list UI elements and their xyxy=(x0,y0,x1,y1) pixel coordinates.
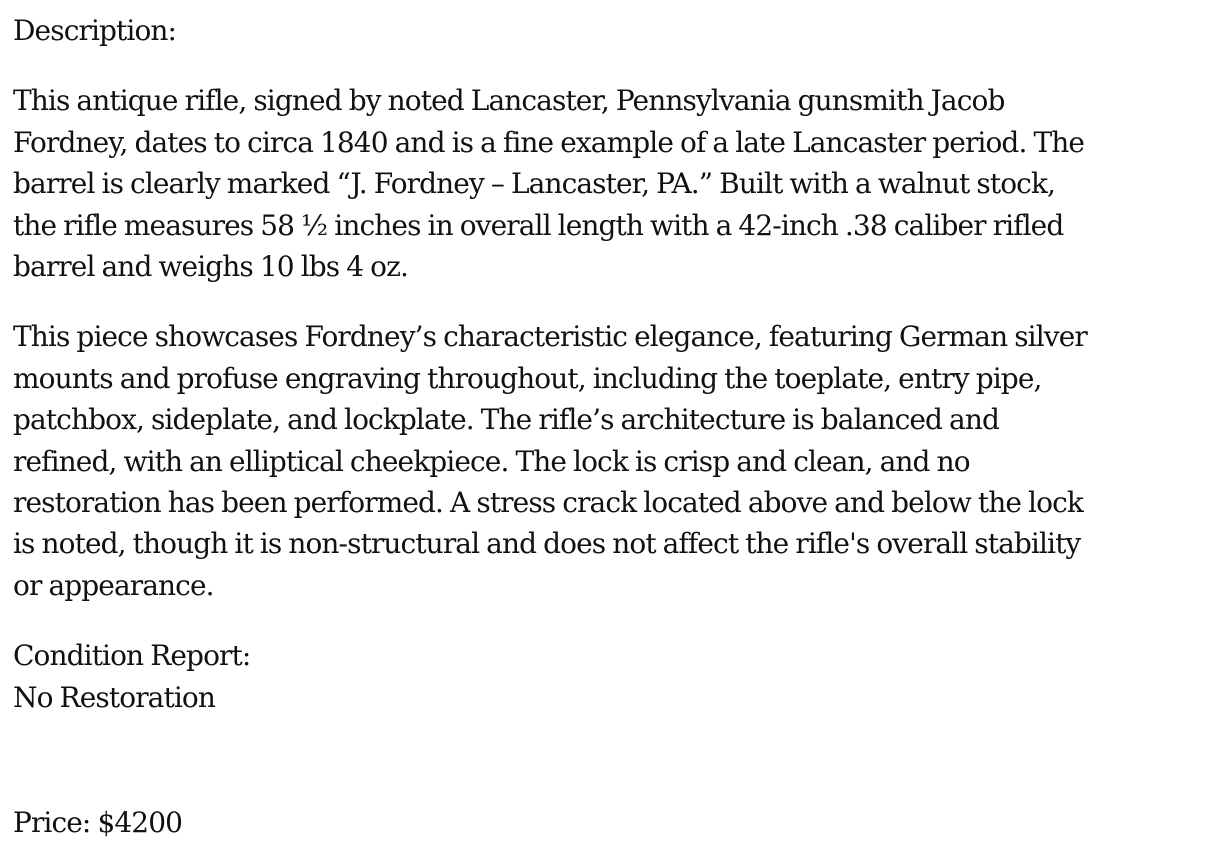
paragraph-2-line-1: This piece showcases Fordney’s characteristic elegance, featuring German silver xyxy=(13,320,1087,354)
paragraph-1-line-5: barrel and weighs 10 lbs 4 oz. xyxy=(13,250,408,284)
paragraph-2-line-6: is noted, though it is non-structural and does not affect the rifle's overall stability xyxy=(13,527,1081,561)
paragraph-2-line-2: mounts and profuse engraving throughout, including the toeplate, entry pipe, xyxy=(13,361,1042,395)
condition-report xyxy=(13,635,1148,718)
paragraph-2-line-7: or appearance. xyxy=(13,568,214,602)
paragraph-2-line-4: refined, with an elliptical cheekpiece. The lock is crisp and clean, and no xyxy=(13,444,970,478)
condition-report-value: No Restoration xyxy=(13,680,215,714)
price-text: Price: $4200 xyxy=(13,806,183,840)
condition-report-label: Condition Report: xyxy=(13,639,251,673)
paragraph-1-line-4: the rifle measures 58 ½ inches in overall length with a 42-inch .38 caliber rifled xyxy=(13,208,1064,242)
description-paragraph-1 xyxy=(13,80,1148,287)
listing-content xyxy=(13,10,1148,844)
paragraph-1-line-2: Fordney, dates to circa 1840 and is a fine example of a late Lancaster period. The xyxy=(13,125,1085,159)
description-heading xyxy=(13,10,1148,51)
paragraph-1-line-3: barrel is clearly marked “J. Fordney – Lancaster, PA.” Built with a walnut stock, xyxy=(13,167,1056,201)
price xyxy=(13,802,1148,843)
paragraph-2-line-3: patchbox, sideplate, and lockplate. The rifle’s architecture is balanced and xyxy=(13,403,999,437)
paragraph-1-line-1: This antique rifle, signed by noted Lancaster, Pennsylvania gunsmith Jacob xyxy=(13,84,1005,118)
paragraph-2-line-5: restoration has been performed. A stress crack located above and below the lock xyxy=(13,486,1083,520)
description-paragraph-2 xyxy=(13,316,1148,606)
description-heading-text: Description: xyxy=(13,14,177,47)
